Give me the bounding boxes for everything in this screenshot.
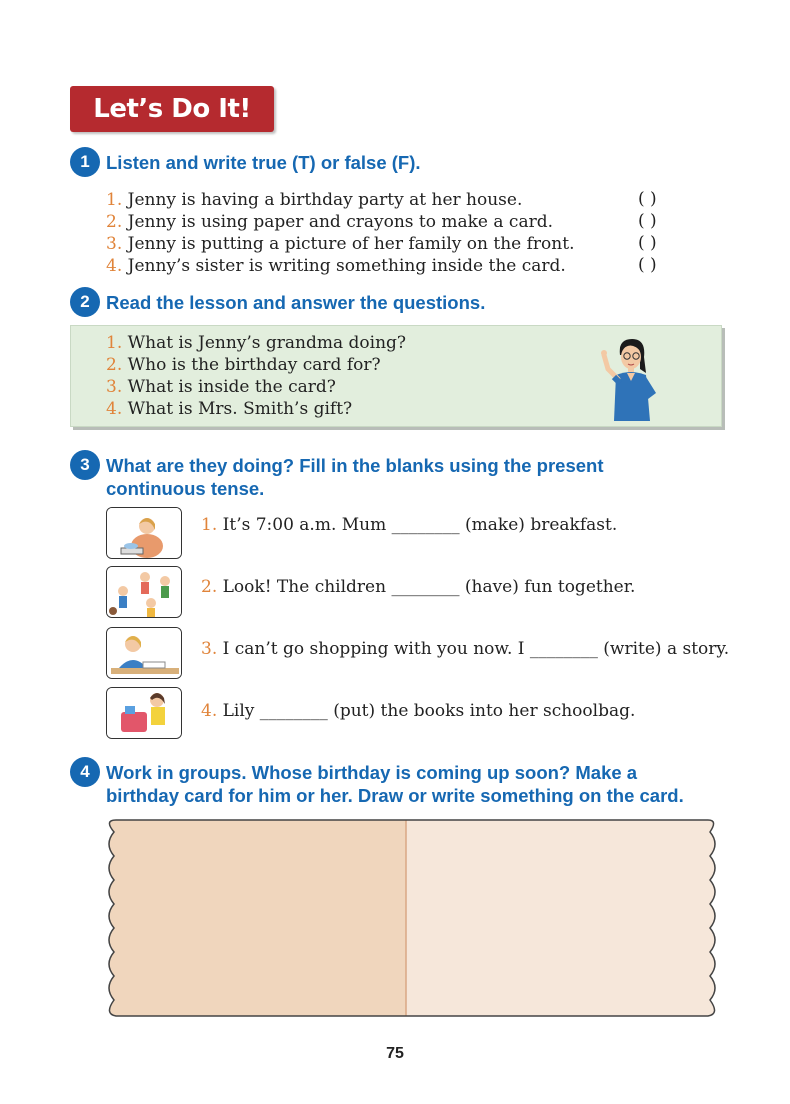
teacher-illustration: [596, 333, 666, 425]
exercise-item: 3. I can’t go shopping with you now. I ________ (write) a story.: [201, 639, 730, 659]
section-1-heading: [70, 147, 730, 174]
exercise-item: 2. Look! The children ________ (have) fun together.: [201, 577, 636, 597]
list-item: 2. Jenny is using paper and crayons to make a card.: [106, 212, 553, 232]
section-number-badge: 3: [70, 450, 100, 480]
section-3-heading: [70, 450, 730, 500]
answer-blank[interactable]: ( ): [638, 255, 657, 275]
list-item: 4. Jenny’s sister is writing something inside the card.: [106, 256, 566, 276]
section-1-items: [106, 189, 574, 277]
person-writing-story-image: [106, 627, 182, 679]
children-having-fun-image: [106, 566, 182, 618]
mum-making-breakfast-image: [106, 507, 182, 559]
page-number: 75: [386, 1045, 404, 1062]
section-2-heading: [70, 287, 730, 314]
answer-blank[interactable]: ( ): [638, 211, 657, 231]
section-title: Read the lesson and answer the questions.: [106, 292, 486, 313]
lets-do-it-banner: Let’s Do It!: [70, 86, 274, 132]
list-item: 3. Jenny is putting a picture of her family on the front.: [106, 234, 575, 254]
card-left-panel: [106, 818, 406, 1020]
birthday-card-drawing-area[interactable]: [106, 818, 718, 1020]
section-number-badge: 1: [70, 147, 100, 177]
list-item: 2. Who is the birthday card for?: [106, 355, 381, 375]
section-title: Listen and write true (T) or false (F).: [106, 152, 421, 173]
section-4-heading: [70, 757, 730, 807]
card-right-panel: [406, 818, 718, 1020]
exercise-item: 1. It’s 7:00 a.m. Mum ________ (make) breakfast.: [201, 515, 618, 535]
lily-packing-schoolbag-image: [106, 687, 182, 739]
list-item: 3. What is inside the card?: [106, 377, 336, 397]
section-2-items: [106, 332, 406, 420]
exercise-item: 4. Lily ________ (put) the books into her schoolbag.: [201, 701, 636, 721]
section-number-badge: 2: [70, 287, 100, 317]
list-item: 1. Jenny is having a birthday party at her house.: [106, 190, 523, 210]
answer-blank[interactable]: ( ): [638, 189, 657, 209]
answer-blank[interactable]: ( ): [638, 233, 657, 253]
list-item: 4. What is Mrs. Smith’s gift?: [106, 399, 353, 419]
section-title: Work in groups. Whose birthday is coming up soon? Make a birthday card for him or her. Draw or write something on the card.: [106, 762, 684, 806]
section-number-badge: 4: [70, 757, 100, 787]
list-item: 1. What is Jenny’s grandma doing?: [106, 333, 407, 353]
section-title: What are they doing? Fill in the blanks using the present continuous tense.: [106, 455, 604, 499]
